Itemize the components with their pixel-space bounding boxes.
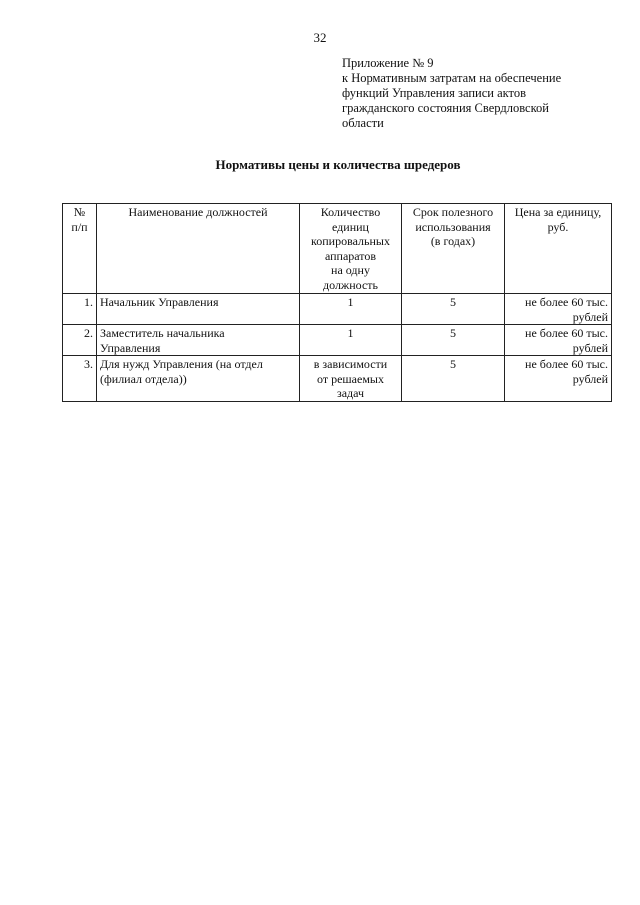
header-text: на одну (331, 263, 370, 277)
cell-text: рублей (572, 371, 608, 386)
appendix-line: Приложение № 9 (342, 56, 434, 70)
position-name (97, 356, 300, 402)
position-name (97, 294, 300, 325)
appendix-line: функций Управления записи актов (342, 86, 526, 100)
document-title: Нормативы цены и количества шредеров (215, 157, 461, 172)
cell-text: Начальник Управления (100, 295, 219, 309)
cell-text: в зависимости (313, 357, 388, 371)
cell-text: Управления (100, 340, 161, 355)
header-text: должность (323, 277, 378, 292)
useful-life (402, 356, 505, 402)
useful-life (402, 294, 505, 325)
header-text: использования (415, 219, 491, 234)
row-number: 1. (63, 294, 97, 325)
appendix-line: гражданского состояния Свердловской (342, 101, 549, 115)
cell-text: рублей (572, 340, 608, 355)
quantity (300, 356, 402, 402)
header-text: Цена за единицу, (514, 205, 602, 219)
useful-life (402, 325, 505, 356)
position-name (97, 325, 300, 356)
row-number: 3. (63, 356, 97, 402)
header-text: № (73, 205, 86, 219)
page-number: 32 (313, 30, 327, 45)
cell-text: не более 60 тыс. (525, 357, 608, 371)
cell-text: Для нужд Управления (на отдел (100, 357, 263, 371)
cell-text: рублей (572, 309, 608, 324)
header-text: аппаратов (324, 248, 377, 263)
unit-price (505, 294, 612, 325)
header-position-name (97, 204, 300, 294)
cell-text: задач (336, 386, 365, 400)
header-text: руб. (547, 219, 569, 234)
appendix-reference (342, 56, 622, 131)
cell-text: 1 (347, 295, 354, 309)
table-row (63, 294, 612, 325)
header-number (63, 204, 97, 294)
unit-price (505, 356, 612, 402)
norms-table (62, 203, 612, 402)
header-text: единиц (332, 219, 369, 234)
table-header-row (63, 204, 612, 294)
cell-text: 5 (450, 295, 456, 309)
table-row (63, 356, 612, 402)
appendix-line: области (342, 116, 384, 130)
header-text: (в годах) (430, 234, 476, 248)
cell-text: не более 60 тыс. (525, 295, 608, 309)
cell-text: от решаемых (317, 371, 384, 386)
header-text: Наименование должностей (128, 205, 268, 219)
header-text: п/п (71, 219, 88, 234)
header-unit-price (505, 204, 612, 294)
header-text: Количество (320, 205, 381, 219)
appendix-line: к Нормативным затратам на обеспечение (342, 71, 562, 85)
cell-text: (филиал отдела)) (100, 371, 187, 386)
header-text: копировальных (311, 234, 390, 248)
unit-price (505, 325, 612, 356)
cell-text: не более 60 тыс. (525, 326, 608, 340)
header-quantity (300, 204, 402, 294)
cell-text: 5 (450, 357, 456, 371)
cell-text: Заместитель начальника (100, 326, 225, 340)
table-row (63, 325, 612, 356)
row-number: 2. (63, 325, 97, 356)
quantity (300, 325, 402, 356)
cell-text: 5 (450, 326, 456, 340)
quantity (300, 294, 402, 325)
header-useful-life (402, 204, 505, 294)
header-text: Срок полезного (412, 205, 494, 219)
cell-text: 1 (347, 326, 354, 340)
